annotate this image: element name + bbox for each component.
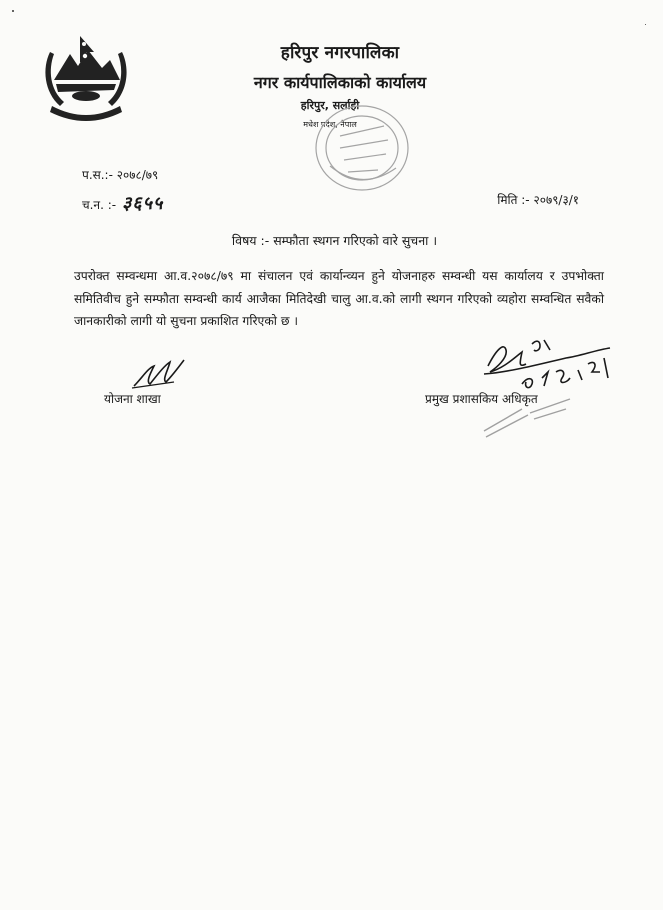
scan-speck (645, 24, 646, 25)
left-signature-scribble (128, 356, 190, 392)
date-field (497, 191, 579, 208)
dispatch-number (82, 191, 163, 215)
chief-officer-label: प्रमुख प्रशासकिय अधिकृत (425, 392, 538, 406)
planning-section-label: योजना शाखा (104, 392, 161, 406)
cn-label: च.न. :- (82, 198, 117, 212)
scan-speck (12, 10, 14, 12)
date-value: २०७९/३/१ (533, 193, 579, 207)
province-line: मधेश प्रदेश, नेपाल (303, 120, 357, 129)
reference-number (82, 166, 158, 183)
letterhead (180, 40, 500, 103)
address-line: हरिपुर, सर्लाही (300, 99, 360, 112)
nepal-emblem-logo (36, 32, 136, 124)
organization-name: हरिपुर नगरपालिका (280, 43, 400, 63)
office-seal-stamp (300, 96, 420, 208)
cn-value-handwritten: ३६५५ (121, 193, 164, 214)
body-paragraph: उपरोक्त सम्वन्धमा आ.व.२०७८/७९ मा संचालन एवं कार्यान्व्यन हुने योजनाहरु सम्वन्धी यस कार्यालय र उपभोक्ता समितिवीच हुने सम्फौता सम्वन्धी कार्य आजैका मितिदेखी चालु आ.व.को लागी स्थगन गरिएको व्यहोरा सम्वन्धित सवैको जानकारीको लागी यो सुचना प्रकाशित गरिएको छ । (74, 269, 604, 328)
subject-line: विषय :- सम्फौता स्थगन गरिएको वारे सुचना । (231, 233, 438, 248)
right-signature-scribble (470, 328, 618, 394)
ps-value: २०७८/७९ (116, 168, 159, 182)
ps-label: प.स.:- (82, 168, 113, 182)
office-name: नगर कार्यपालिकाको कार्यालय (253, 73, 427, 92)
date-label: मिति :- (497, 193, 530, 207)
